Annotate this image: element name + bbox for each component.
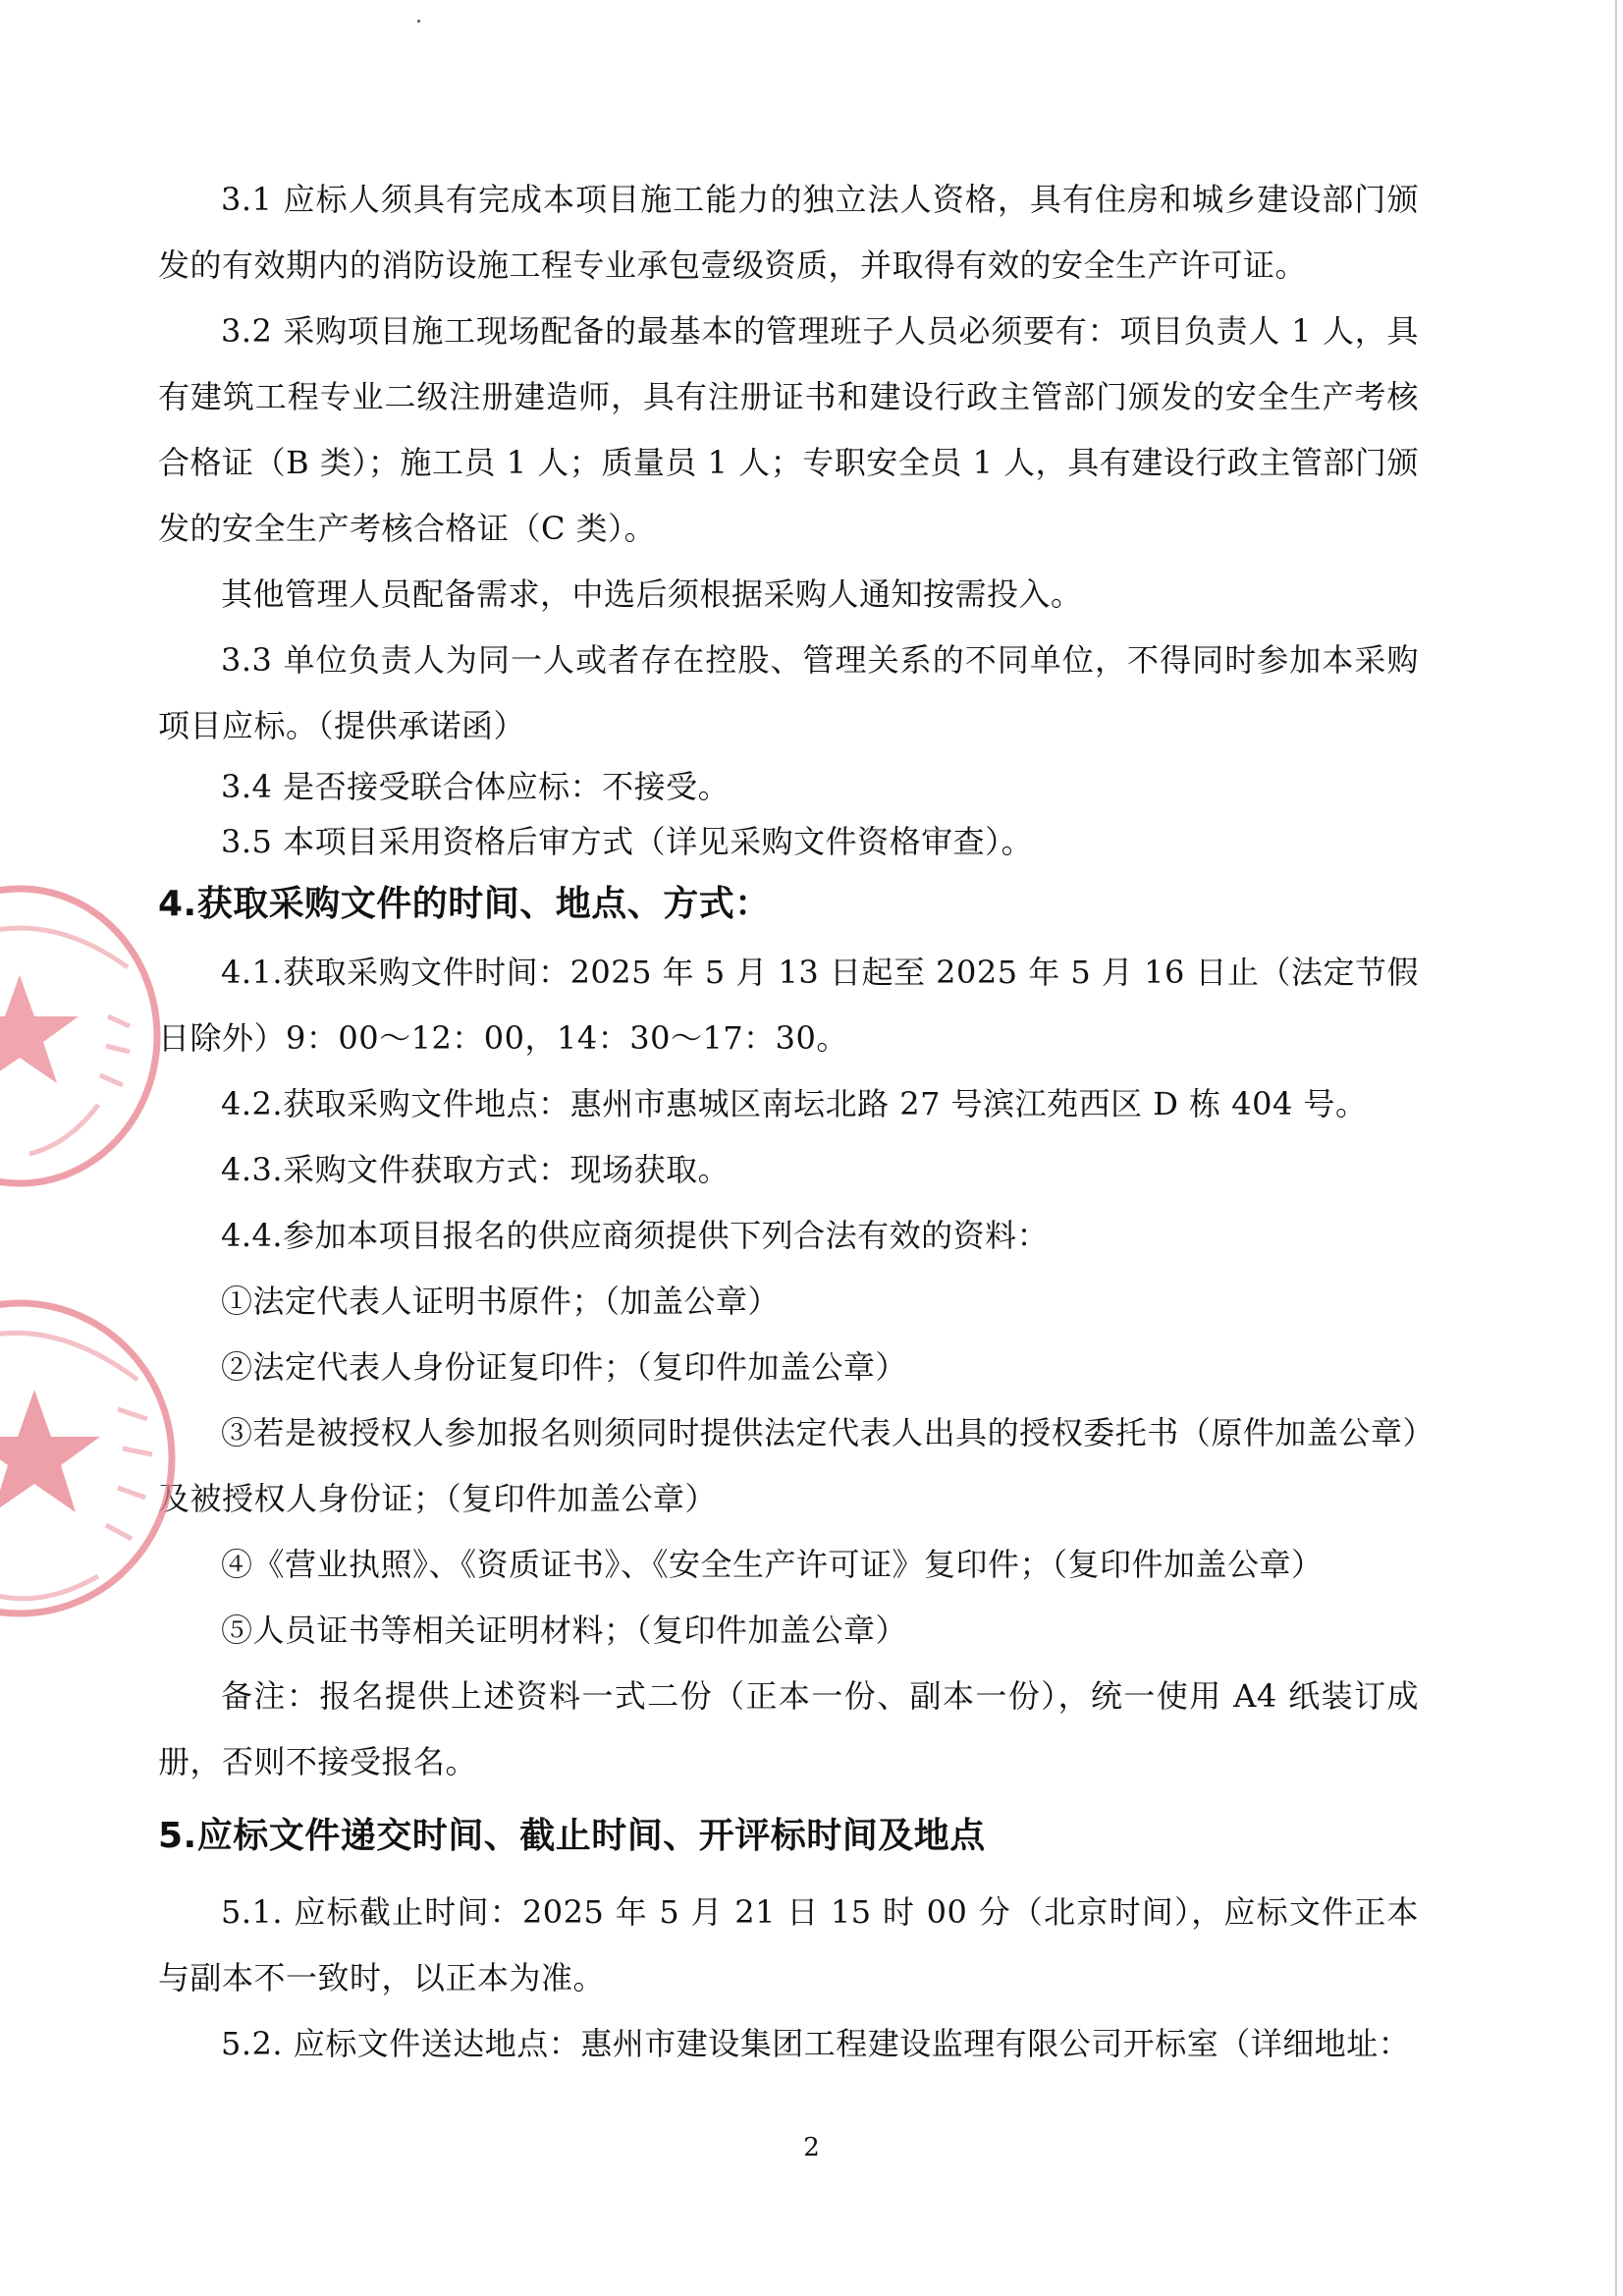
paragraph-remark: 备注：报名提供上述资料一式二份（正本一份、副本一份），统一使用 A4 纸装订成册，否则不接受报名。 (158, 1677, 1419, 1780)
paragraph-4-3: 4.3.采购文件获取方式：现场获取。 (221, 1151, 730, 1188)
list-item-3: ③若是被授权人参加报名则须同时提供法定代表人出具的授权委托书（原件加盖公章）及被授权人身份证；（复印件加盖公章） (158, 1414, 1419, 1517)
paragraph-3-4: 3.4 是否接受联合体应标：不接受。 (221, 768, 730, 805)
paragraph-4-4: 4.4.参加本项目报名的供应商须提供下列合法有效的资料： (221, 1217, 1050, 1254)
official-seal-icon (0, 879, 177, 1193)
paragraph-other-staff: 其他管理人员配备需求，中选后须根据采购人通知按需投入。 (221, 575, 1083, 613)
official-seal-icon (0, 1291, 187, 1625)
section-heading-5: 5.应标文件递交时间、截止时间、开评标时间及地点 (158, 1816, 986, 1856)
list-item-1: ①法定代表人证明书原件；（加盖公章） (221, 1283, 781, 1320)
section-heading-4: 4.获取采购文件的时间、地点、方式： (158, 884, 771, 924)
paragraph-3-5: 3.5 本项目采用资格后审方式（详见采购文件资格审查）。 (221, 823, 1034, 860)
list-item-4: ④《营业执照》、《资质证书》、《安全生产许可证》复印件；（复印件加盖公章） (221, 1546, 1324, 1583)
paragraph-5-2: 5.2. 应标文件送达地点：惠州市建设集团工程建设监理有限公司开标室（详细地址： (221, 2025, 1411, 2062)
list-item-2: ②法定代表人身份证复印件；（复印件加盖公章） (221, 1348, 908, 1386)
scan-dot (417, 20, 420, 23)
scan-edge (1615, 0, 1617, 2296)
list-item-5: ⑤人员证书等相关证明材料；（复印件加盖公章） (221, 1612, 908, 1649)
paragraph-4-2: 4.2.获取采购文件地点：惠州市惠城区南坛北路 27 号滨江苑西区 D 栋 404 号。 (221, 1085, 1368, 1122)
document-body (158, 167, 1419, 2077)
paragraph-5-1: 5.1. 应标截止时间：2025 年 5 月 21 日 15 时 00 分（北京时间），应标文件正本与副本不一致时，以正本为准。 (158, 1893, 1419, 1996)
paragraph-3-1: 3.1 应标人须具有完成本项目施工能力的独立法人资格，具有住房和城乡建设部门颁发的有效期内的消防设施工程专业承包壹级资质，并取得有效的安全生产许可证。 (158, 181, 1419, 284)
paragraph-3-3: 3.3 单位负责人为同一人或者存在控股、管理关系的不同单位，不得同时参加本采购项目应标。（提供承诺函） (158, 641, 1419, 744)
paragraph-4-1: 4.1.获取采购文件时间：2025 年 5 月 13 日起至 2025 年 5 月 16 日止（法定节假日除外）9：00～12：00，14：30～17：30。 (158, 954, 1419, 1057)
page-number: 2 (803, 2133, 820, 2162)
paragraph-3-2: 3.2 采购项目施工现场配备的最基本的管理班子人员必须要有：项目负责人 1 人，具有建筑工程专业二级注册建造师，具有注册证书和建设行政主管部门颁发的安全生产考核合格证（B 类）；施工员 1 人；质量员 1 人；专职安全员 1 人，具有建设行政主管部门颁发的安全生产考核合格证（C 类）。 (158, 312, 1419, 547)
